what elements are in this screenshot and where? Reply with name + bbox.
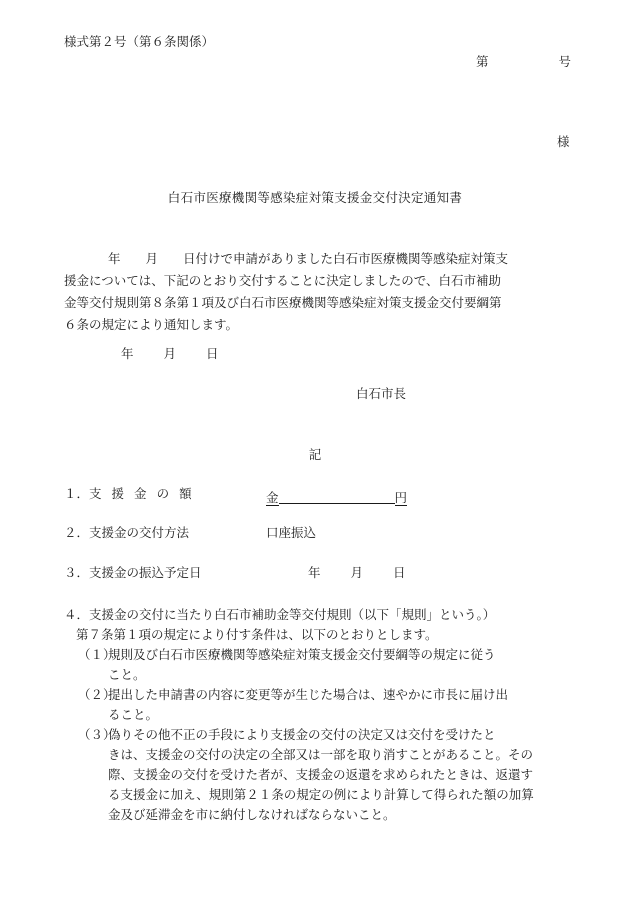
- item-number: １．: [64, 486, 90, 501]
- condition-item-1: [64, 645, 594, 685]
- doc-no-prefix: 第: [476, 54, 489, 69]
- item-label: 支 援 金 の 額: [89, 486, 192, 501]
- issue-date: [121, 348, 219, 361]
- paragraph-line: 金等交付規則第８条第１項及び白石市医療機関等感染症対策支援金交付要綱第: [64, 295, 502, 310]
- addressee-suffix: 様: [557, 134, 570, 149]
- condition-line: ること。: [108, 707, 159, 722]
- schedule-year: 年: [308, 565, 321, 580]
- condition-line: こと。: [108, 667, 146, 682]
- issue-date-day: 日: [206, 346, 219, 361]
- form-label: 様式第２号（第６条関係）: [64, 34, 215, 49]
- issue-date-month: 月: [163, 346, 177, 361]
- ki-heading: 記: [308, 447, 322, 462]
- condition-line: 規則及び白石市医療機関等感染症対策支援金交付要綱等の規定に従う: [108, 647, 496, 662]
- notice-paragraph: [64, 248, 584, 336]
- schedule-month: 月: [350, 565, 364, 580]
- conditions-line: 支援金の交付に当たり白石市補助金等交付規則（以下「規則」という。）: [89, 607, 496, 622]
- issue-date-year: 年: [121, 346, 134, 361]
- item-number: ３．: [64, 565, 90, 580]
- condition-mark: （１）: [78, 647, 116, 662]
- paragraph-line: ６条の規定により通知します。: [64, 317, 239, 332]
- amount-blank: [279, 491, 395, 504]
- schedule-day: 日: [393, 565, 406, 580]
- item-number: ４．: [64, 607, 90, 622]
- paragraph-line: 年 月 日付けで申請がありました白石市医療機関等感染症対策支: [108, 251, 509, 266]
- amount-field: [266, 488, 407, 506]
- condition-mark: （３）: [78, 727, 116, 742]
- doc-no-suffix: 号: [558, 54, 572, 69]
- condition-line: 金及び延滞金を市に納付しなければならないこと。: [108, 807, 396, 822]
- issuer-name: 白石市長: [356, 386, 407, 401]
- condition-line: 偽りその他不正の手段により支援金の交付の決定又は交付を受けたと: [108, 727, 496, 742]
- condition-line: きは、支援金の交付の決定の全部又は一部を取り消すことがあること。その: [108, 747, 534, 762]
- condition-mark: （２）: [78, 687, 116, 702]
- paragraph-line: 援金については、下記のとおり交付することに決定しましたので、白石市補助: [64, 273, 502, 288]
- conditions-line: 第７条第１項の規定により付す条件は、以下のとおりとします。: [76, 627, 438, 642]
- item-label: 支援金の振込予定日: [89, 565, 202, 580]
- amount-prefix: 金: [266, 490, 279, 505]
- item-label: 支援金の交付方法: [89, 525, 190, 540]
- document-title: 白石市医療機関等感染症対策支援金交付決定通知書: [167, 190, 463, 205]
- conditions-section: [64, 605, 594, 825]
- conditions-intro: [64, 605, 594, 625]
- method-value: 口座振込: [266, 525, 317, 540]
- condition-line: 提出した申請書の内容に変更等が生じた場合は、速やかに市長に届け出: [108, 687, 509, 702]
- condition-item-2: [64, 685, 594, 725]
- item-method: [64, 527, 189, 540]
- condition-item-3: [64, 725, 594, 825]
- schedule-date: [308, 567, 406, 580]
- amount-suffix: 円: [394, 490, 408, 505]
- item-number: ２．: [64, 525, 90, 540]
- condition-line: 際、支援金の交付を受けた者が、支援金の返還を求められたときは、返還す: [108, 767, 534, 782]
- document-number: [476, 56, 571, 69]
- item-schedule: [64, 567, 202, 580]
- item-amount: [64, 488, 202, 501]
- condition-line: る支援金に加え、規則第２１条の規定の例により計算して得られた額の加算: [108, 787, 534, 802]
